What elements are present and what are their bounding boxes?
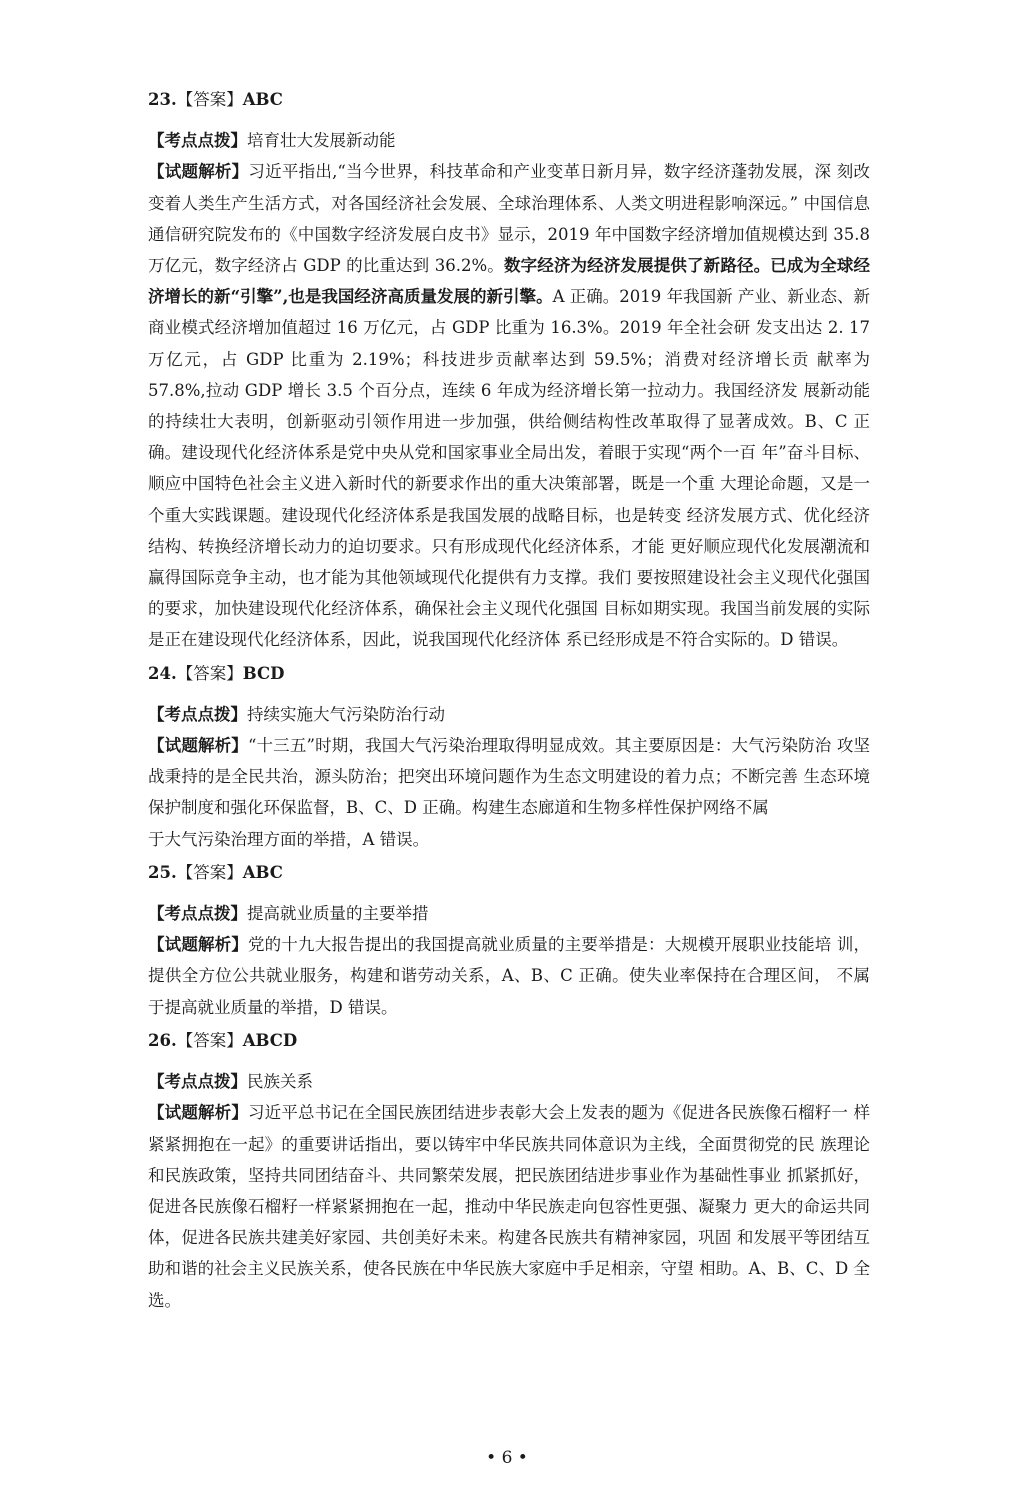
analysis-text: 习近平总书记在全国民族团结进步表彰大会上发表的题为《促进各民族像石榴籽一 样紧紧拥抱在一起》的重要讲话指出，要以铸牢中华民族共同体意识为主线，全面贯彻党的民 族理论和民族政策，坚持共同团结奋斗、共同繁荣发展，把民族团结进步事业作为基础性事业 抓紧抓好，促进各民族像石榴籽一样紧紧拥抱在一起，推动中华民族走向包容性更强、凝聚力 更大的命运共同体，促进各民族共建美好家园、共创美好未来。构建各民族共有精神家园，巩固 和发展平等团结互助和谐的社会主义民族关系，使各民族在中华民族大家庭中手足相亲，守望 相助。A、B、C、D 全选。 bbox=[148, 1103, 870, 1310]
key-point-text: 民族关系 bbox=[247, 1072, 313, 1092]
answer-label: 【答案】 bbox=[176, 90, 243, 109]
answer-label: 【答案】 bbox=[176, 1030, 243, 1050]
question-number: 24. bbox=[148, 663, 177, 683]
answer-line bbox=[148, 1025, 870, 1056]
answer-line bbox=[148, 84, 870, 115]
answer-value: ABC bbox=[242, 90, 283, 109]
key-point-label: 【考点点拨】 bbox=[148, 131, 247, 151]
page-number: • 6 • bbox=[486, 1448, 528, 1468]
question-23 bbox=[148, 84, 870, 656]
answer-label: 【答案】 bbox=[176, 663, 243, 683]
answer-label: 【答案】 bbox=[176, 862, 243, 882]
analysis-label: 【试题解析】 bbox=[148, 1103, 249, 1123]
question-26 bbox=[148, 1025, 870, 1316]
analysis-text: “十三五”时期，我国大气污染治理取得明显成效。其主要原因是：大气污染防治 攻坚战秉持的是全民共治，源头防治；把突出环境问题作为生态文明建设的着力点；不断完善 生态环境保护制度和强化环保监督，B、C、D 正确。构建生态廊道和生物多样性保护网络不属 bbox=[148, 736, 870, 818]
answer-line bbox=[148, 857, 870, 888]
answer-value: ABCD bbox=[242, 1030, 298, 1050]
key-point-text: 提高就业质量的主要举措 bbox=[247, 904, 429, 924]
analysis-label: 【试题解析】 bbox=[148, 935, 249, 955]
analysis-text: 党的十九大报告提出的我国提高就业质量的主要举措是：大规模开展职业技能培 训，提供全方位公共就业服务，构建和谐劳动关系，A、B、C 正确。使失业率保持在合理区间， 不属于提高就业质量的举措，D 错误。 bbox=[148, 935, 870, 1017]
answer-value: ABC bbox=[242, 862, 283, 882]
question-number: 25. bbox=[148, 862, 177, 882]
key-point-line bbox=[148, 125, 870, 156]
question-number: 26. bbox=[148, 1030, 177, 1050]
page-content bbox=[148, 84, 870, 1318]
key-point-label: 【考点点拨】 bbox=[148, 904, 247, 924]
key-point-text: 持续实施大气污染防治行动 bbox=[247, 704, 445, 724]
analysis-paragraph bbox=[148, 156, 870, 655]
analysis-text-continued: A 正确。2019 年我国新 产业、新业态、新商业模式经济增加值超过 16 万亿元，占 GDP 比重为 16.3%。2019 年全社会研 发支出达 2. 17 万亿元，占 GDP 比重为 2.19%；科技进步贡献率达到 59.5%；消费对经济增长贡 献率为 57.8%,拉动 GDP 增长 3.5 个百分点，连续 6 年成为经济增长第一拉动力。我国经济发 展新动能的持续壮大表明，创新驱动引领作用进一步加强，供给侧结构性改革取得了显著成效。B、C 正确。建设现代化经济体系是党中央从党和国家事业全局出发，着眼于实现“两个一百 年”奋斗目标、顺应中国特色社会主义进入新时代的新要求作出的重大决策部署，既是一个重 大理论命题，又是一个重大实践课题。建设现代化经济体系是我国发展的战略目标，也是转变 经济发展方式、优化经济结构、转换经济增长动力的迫切要求。只有形成现代化经济体系，才能 更好顺应现代化发展潮流和赢得国际竞争主动，也才能为其他领域现代化提供有力支撑。我们 要按照建设社会主义现代化强国的要求，加快建设现代化经济体系，确保社会主义现代化强国 目标如期实现。我国当前发展的实际是正在建设现代化经济体系，因此，说我国现代化经济体 系已经形成是不符合实际的。D 错误。 bbox=[148, 287, 870, 650]
analysis-bold-text: 数字经济为经济发展提供了新路径。已成为全球经济增长的新“引擎”,也是我国经济高质量发展的新引擎。 bbox=[148, 256, 870, 307]
analysis-tail bbox=[148, 824, 870, 855]
key-point-line bbox=[148, 699, 870, 730]
answer-line bbox=[148, 658, 870, 689]
analysis-tail-text: 于大气污染治理方面的举措，A 错误。 bbox=[148, 829, 430, 849]
key-point-label: 【考点点拨】 bbox=[148, 704, 247, 724]
analysis-paragraph bbox=[148, 1097, 870, 1315]
analysis-label: 【试题解析】 bbox=[148, 162, 249, 182]
key-point-label: 【考点点拨】 bbox=[148, 1072, 247, 1092]
key-point-text: 培育壮大发展新动能 bbox=[247, 131, 396, 151]
question-24 bbox=[148, 658, 870, 855]
analysis-paragraph bbox=[148, 929, 870, 1023]
question-25 bbox=[148, 857, 870, 1023]
analysis-label: 【试题解析】 bbox=[148, 736, 248, 756]
question-number: 23. bbox=[148, 90, 177, 109]
analysis-paragraph bbox=[148, 730, 870, 824]
key-point-line bbox=[148, 1066, 870, 1097]
answer-value: BCD bbox=[242, 663, 285, 683]
analysis-text: 习近平指出,“当今世界，科技革命和产业变革日新月异，数字经济蓬勃发展，深 刻改变着人类生产生活方式，对各国经济社会发展、全球治理体系、人类文明进程影响深远。” 中国信息通信研究院发布的《中国数字经济发展白皮书》显示，2019 年中国数字经济增加值规模达到 35.8 万亿元，数字经济占 GDP 的比重达到 36.2%。 bbox=[148, 162, 870, 276]
key-point-line bbox=[148, 898, 870, 929]
